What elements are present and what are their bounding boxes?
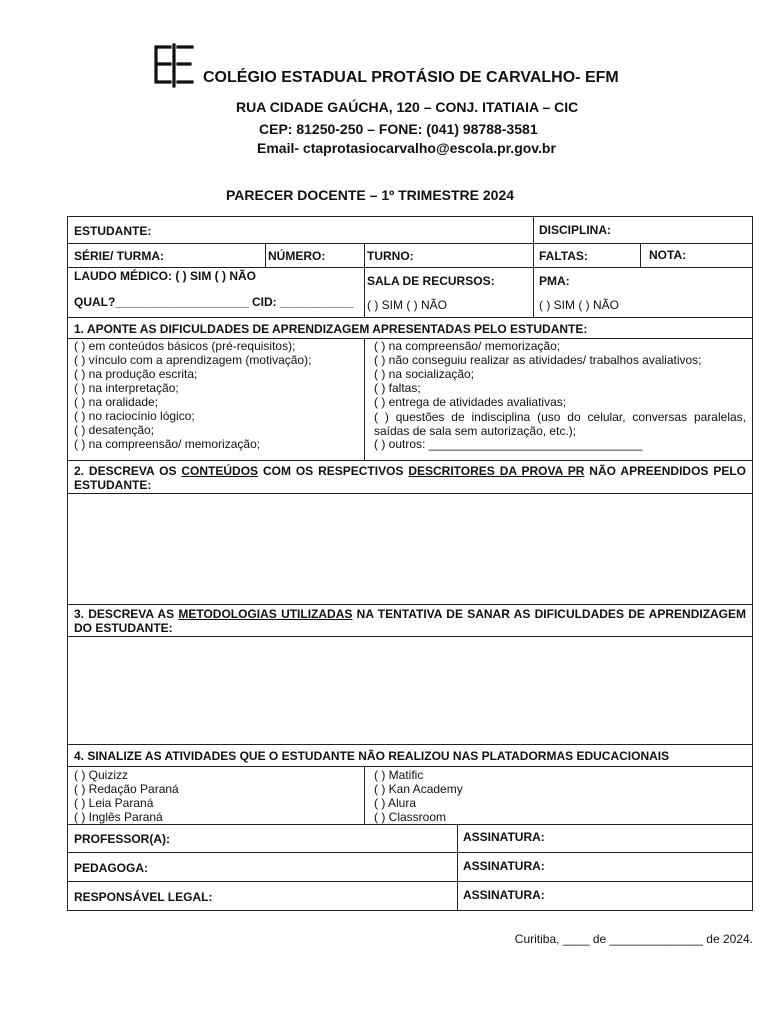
field-disciplina: DISCIPLINA:	[539, 223, 611, 237]
section1-title: 1. APONTE AS DIFICULDADES DE APRENDIZAGEM APRESENTADAS PELO ESTUDANTE:	[74, 322, 588, 336]
field-laudo-medico: LAUDO MÉDICO: ( ) SIM ( ) NÃO	[74, 269, 256, 283]
list-item: ( ) na interpretação;	[74, 381, 179, 395]
sig-responsavel-label: RESPONSÁVEL LEGAL:	[74, 890, 213, 904]
field-serie-turma: SÉRIE/ TURMA:	[74, 249, 164, 263]
list-item: ( ) Kan Academy	[374, 782, 463, 796]
field-faltas: FALTAS:	[539, 249, 588, 263]
sig-responsavel-assinatura: ASSINATURA:	[463, 888, 545, 902]
list-item: ( ) Classroom	[374, 810, 447, 824]
school-logo	[150, 42, 198, 88]
field-nota: NOTA:	[649, 248, 687, 262]
school-name: COLÉGIO ESTADUAL PROTÁSIO DE CARVALHO- EFM	[203, 69, 619, 86]
section4-title: 4. SINALIZE AS ATIVIDADES QUE O ESTUDANTE NÃO REALIZOU NAS PLATADORMAS EDUCACIONAIS	[74, 749, 670, 763]
evaluation-form	[67, 216, 753, 911]
sig-pedagoga-label: PEDAGOGA:	[74, 861, 149, 875]
list-item: ( ) Quizizz	[74, 768, 128, 782]
sala-recursos-options: ( ) SIM ( ) NÃO	[367, 298, 447, 312]
school-email: Email- ctaprotasiocarvalho@escola.pr.gov.br	[257, 140, 556, 156]
section2-answer-area[interactable]	[68, 494, 752, 604]
section3-title: 3. DESCREVA AS METODOLOGIAS UTILIZADAS NA TENTATIVA DE SANAR AS DIFICULDADES DE APRENDIZAGEM DO ESTUDANTE:	[74, 607, 747, 635]
list-item: ( ) na oralidade;	[74, 395, 159, 409]
list-item-indiscipline: ( ) questões de indisciplina (uso do celular, conversas paralelas, saídas de sala sem autorização, etc.);	[374, 410, 746, 438]
list-item: ( ) Matific	[374, 768, 424, 782]
list-item: ( ) Redação Paraná	[74, 782, 179, 796]
list-item: ( ) na compreensão/ memorização;	[374, 339, 561, 353]
field-turno: TURNO:	[367, 249, 414, 263]
section2-title: 2. DESCREVA OS CONTEÚDOS COM OS RESPECTIVOS DESCRITORES DA PROVA PR NÃO APREENDIDOS PELO ESTUDANTE:	[74, 464, 746, 492]
list-item: ( ) faltas;	[374, 381, 421, 395]
list-item: ( ) Inglês Paraná	[74, 810, 163, 824]
list-item: ( ) vínculo com a aprendizagem (motivação);	[74, 353, 312, 367]
field-pma: PMA:	[539, 274, 570, 288]
list-item: ( ) não conseguiu realizar as atividades/ trabalhos avaliativos;	[374, 353, 702, 367]
list-item: ( ) Alura	[374, 796, 417, 810]
field-qual: QUAL?____________________	[74, 295, 249, 309]
list-item: ( ) desatenção;	[74, 423, 155, 437]
school-address: RUA CIDADE GAÚCHA, 120 – CONJ. ITATIAIA – CIC	[236, 99, 579, 115]
list-item: ( ) entrega de atividades avaliativas;	[374, 395, 567, 409]
document-title: PARECER DOCENTE – 1º TRIMESTRE 2024	[226, 187, 515, 203]
field-cid: CID: ___________	[252, 295, 354, 309]
field-estudante: ESTUDANTE:	[74, 224, 152, 238]
list-item: ( ) Leia Paraná	[74, 796, 154, 810]
pma-options: ( ) SIM ( ) NÃO	[539, 298, 619, 312]
list-item: ( ) em conteúdos básicos (pré-requisitos);	[74, 339, 296, 353]
field-numero: NÚMERO:	[268, 249, 326, 263]
list-item: ( ) no raciocínio lógico;	[74, 409, 195, 423]
school-cep-phone: CEP: 81250-250 – FONE: (041) 98788-3581	[259, 121, 538, 137]
list-item-outros: ( ) outros: ________________________________	[374, 437, 643, 451]
sig-professor-label: PROFESSOR(A):	[74, 832, 170, 846]
list-item: ( ) na socialização;	[374, 367, 475, 381]
date-line: Curitiba, ____ de ______________ de 2024.	[514, 932, 753, 946]
field-sala-recursos: SALA DE RECURSOS:	[367, 274, 495, 288]
section3-answer-area[interactable]	[68, 637, 752, 744]
sig-professor-assinatura: ASSINATURA:	[463, 830, 545, 844]
list-item: ( ) na produção escrita;	[74, 367, 198, 381]
list-item: ( ) na compreensão/ memorização;	[74, 437, 261, 451]
sig-pedagoga-assinatura: ASSINATURA:	[463, 859, 545, 873]
